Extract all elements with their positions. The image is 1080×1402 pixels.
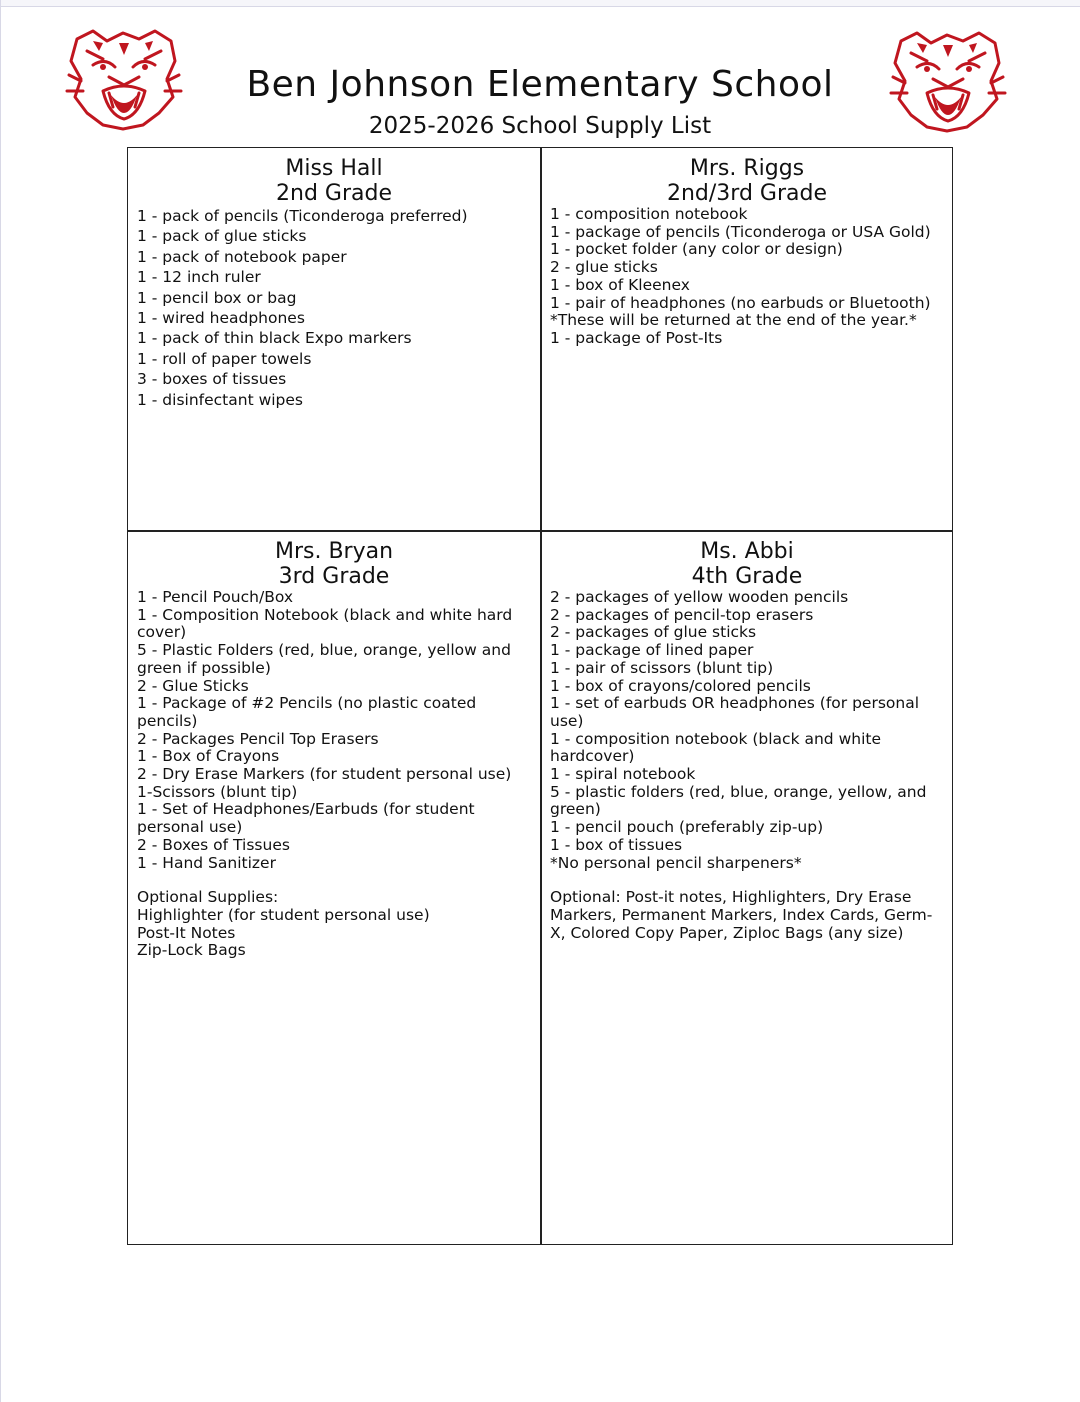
optional-note: Optional: Post-it notes, Highlighters, Dry Erase Markers, Permanent Markers, Index Cards, Germ-X, Colored Copy Paper, Ziploc Bags (any size)	[550, 888, 933, 942]
optional-supplies	[137, 889, 531, 960]
supply-item: 1 - Box of Crayons	[137, 747, 280, 766]
supply-item: 1 - pack of glue sticks	[137, 227, 307, 246]
supply-item: 1 - pair of headphones (no earbuds or Bluetooth) *These will be returned at the end of the year.*	[550, 293, 931, 330]
supply-item: 1 - Pencil Pouch/Box	[137, 588, 294, 606]
supply-item: 1 - Set of Headphones/Earbuds (for student personal use)	[137, 800, 475, 837]
supply-item: 1 - pencil pouch (preferably zip-up)	[550, 818, 824, 837]
supply-item: 2 - packages of glue sticks	[550, 623, 757, 642]
grade-name: 4th Grade	[691, 564, 803, 589]
class-cell-ms-abbi	[541, 531, 953, 1245]
page-left-edge	[0, 0, 1, 1402]
optional-supplies	[550, 889, 944, 942]
teacher-name: Miss Hall	[285, 156, 383, 181]
supply-list	[550, 206, 944, 348]
class-cell-mrs-riggs	[541, 148, 953, 530]
teacher-name: Ms. Abbi	[700, 539, 794, 564]
optional-item: Highlighter (for student personal use)	[137, 905, 430, 924]
grade-name: 2nd/3rd Grade	[666, 181, 827, 206]
supply-item: 1 - roll of paper towels	[137, 349, 312, 368]
optional-heading: Optional Supplies:	[137, 888, 279, 907]
optional-item: Zip-Lock Bags	[137, 941, 246, 960]
supply-item: 1 - Composition Notebook (black and white hard cover)	[137, 605, 513, 642]
class-cell-mrs-bryan	[128, 531, 540, 1245]
teacher-name: Mrs. Bryan	[274, 539, 394, 564]
supply-grid	[127, 147, 953, 1245]
supply-item: 1 - pocket folder (any color or design)	[550, 240, 843, 259]
supply-item: 1 - box of crayons/colored pencils	[550, 676, 811, 695]
supply-item: 1 - disinfectant wipes	[137, 390, 304, 409]
optional-item: Post-It Notes	[137, 923, 236, 942]
school-name: Ben Johnson Elementary School	[246, 64, 834, 105]
supply-item: 1 - Hand Sanitizer	[137, 853, 276, 872]
supply-item: 2 - Dry Erase Markers (for student personal use)	[137, 765, 512, 784]
grade-name: 2nd Grade	[276, 181, 392, 206]
supply-item: 1 - spiral notebook	[550, 765, 696, 784]
supply-item: 1 - pencil box or bag	[137, 288, 297, 307]
supply-item: 1 - set of earbuds OR headphones (for personal use)	[550, 694, 920, 730]
supply-item: 1 - box of Kleenex	[550, 275, 690, 294]
supply-item: 2 - glue sticks	[550, 258, 658, 277]
supply-item: 1 - wired headphones	[137, 309, 305, 328]
supply-list	[137, 589, 531, 872]
supply-item: 1 - Package of #2 Pencils (no plastic coated pencils)	[137, 694, 477, 730]
supply-item: 2 - Boxes of Tissues	[137, 835, 290, 854]
supply-list	[550, 589, 944, 872]
supply-item: 1 - pack of thin black Expo markers	[137, 329, 412, 348]
supply-item: 5 - plastic folders (red, blue, orange, yellow, and green)	[550, 782, 927, 819]
supply-item: 3 - boxes of tissues	[137, 370, 287, 389]
supply-item: 1 - composition notebook	[550, 205, 748, 223]
supply-item: 1 - package of pencils (Ticonderoga or USA Gold)	[550, 222, 931, 241]
supply-item: 1-Scissors (blunt tip)	[137, 782, 298, 801]
supply-item: *No personal pencil sharpeners*	[550, 853, 802, 872]
supply-item: 2 - packages of yellow wooden pencils	[550, 588, 849, 606]
supply-item: 1 - composition notebook (black and white hardcover)	[550, 729, 881, 766]
supply-item: 1 - package of Post-Its	[550, 328, 723, 347]
supply-item: 1 - 12 inch ruler	[137, 268, 261, 287]
supply-item: 1 - pack of pencils (Ticonderoga preferred)	[137, 207, 468, 225]
supply-list	[137, 206, 531, 410]
teacher-name: Mrs. Riggs	[689, 156, 805, 181]
supply-item: 2 - Glue Sticks	[137, 676, 249, 695]
supply-item: 2 - Packages Pencil Top Erasers	[137, 729, 379, 748]
supply-item: 2 - packages of pencil-top erasers	[550, 605, 814, 624]
supply-item: 1 - pack of notebook paper	[137, 247, 347, 266]
supply-item: 1 - pair of scissors (blunt tip)	[550, 658, 774, 677]
class-cell-miss-hall	[128, 148, 540, 530]
page-top-edge	[0, 0, 1080, 7]
supply-list-title: 2025-2026 School Supply List	[368, 113, 712, 139]
supply-item: 1 - package of lined paper	[550, 641, 754, 660]
supply-item: 1 - box of tissues	[550, 835, 683, 854]
supply-item: 5 - Plastic Folders (red, blue, orange, yellow and green if possible)	[137, 641, 511, 677]
grade-name: 3rd Grade	[278, 564, 390, 589]
